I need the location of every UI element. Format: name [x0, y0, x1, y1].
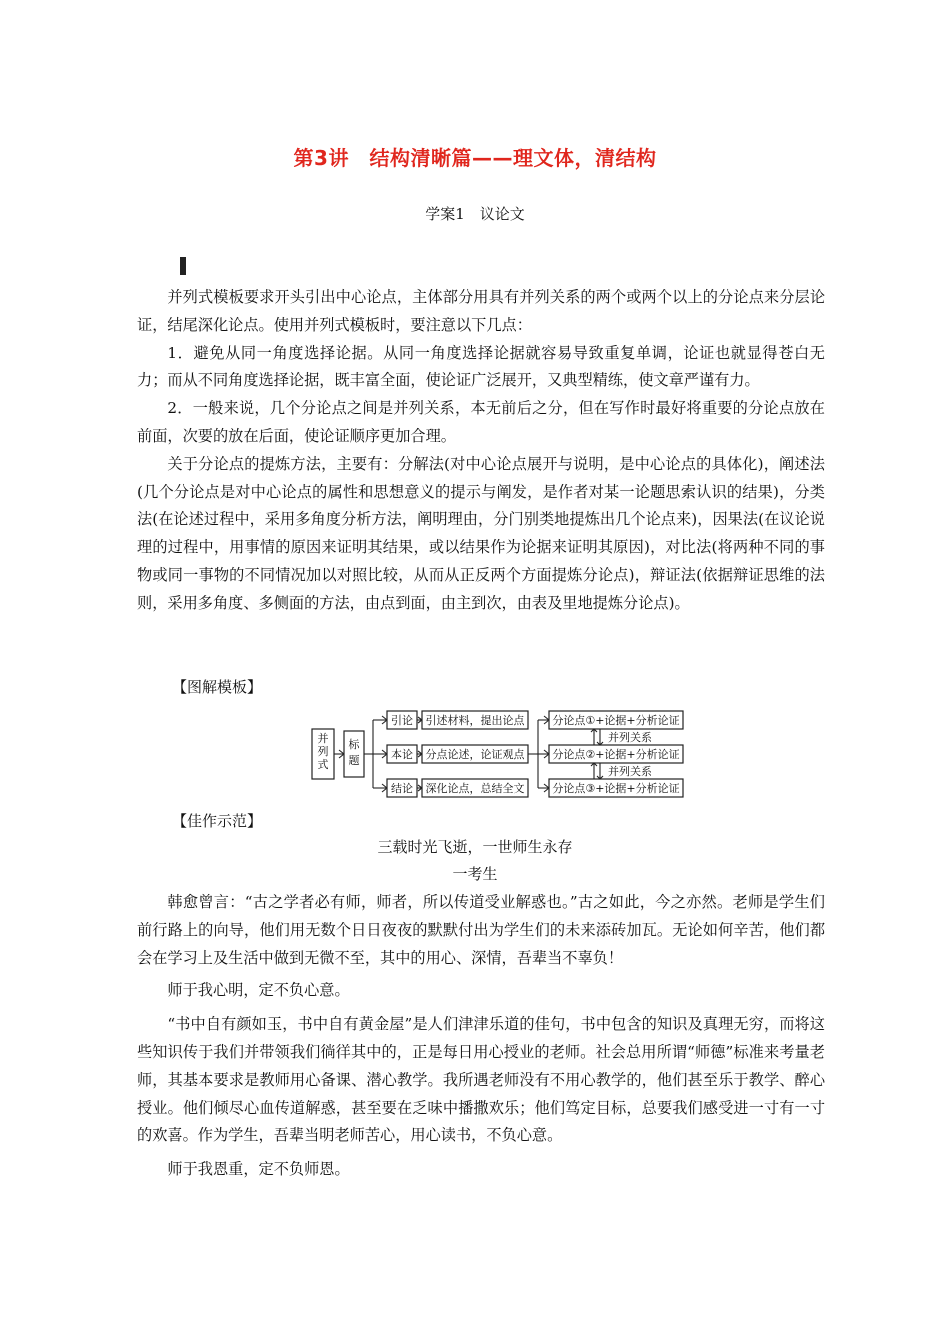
diagram-part-desc: 分点论述，论证观点	[425, 748, 525, 761]
diagram-part-name: 引论	[391, 714, 413, 727]
essay-paragraph: “书中自有颜如玉，书中自有黄金屋”是人们津津乐道的佳句，书中包含的知识及真理无穷，而将这些知识传于我们并带领我们徜徉其中的，正是每日用心授业的老师。社会总用所谓“师德”标准来考量老师，其基本要求是教师用心备课、潜心教学。我所遇老师没有不用心教学的，他们甚至乐于教学、醉心授业。他们倾尽心血传道解惑，甚至要在乏味中播撒欢乐；他们笃定目标，总要我们感受进一寸有一寸的欢喜。作为学生，吾辈当明老师苦心，用心读书，不负心意。	[137, 1015, 825, 1145]
diagram-part-desc: 深化论点，总结全文	[425, 782, 525, 795]
diagram-root-label: 并列式	[317, 732, 329, 771]
diagram-title-label: 标题	[348, 738, 360, 767]
down-arrow-icon	[597, 729, 603, 745]
structure-diagram	[310, 708, 690, 800]
diagram-part-desc: 引述材料，提出论点	[425, 714, 525, 727]
diagram-subpoint: 分论点①+论据+分析论证	[552, 714, 680, 727]
essay-paragraph: 师于我恩重，定不负师恩。	[167, 1160, 350, 1179]
essay-title: 三载时光飞逝，一世师生永存	[377, 838, 573, 856]
diagram-part-name: 本论	[391, 748, 413, 761]
intro-paragraph: 1．避免从同一角度选择论据。从同一角度选择论据就容易导致重复单调，论证也就显得苍白无力；而从不同角度选择论据，既丰富全面，使论证广泛展开，又典型精练，使文章严谨有力。	[137, 343, 825, 390]
essay-author: 一考生	[452, 865, 498, 883]
up-arrow-icon	[591, 729, 597, 745]
diagram-part-name: 结论	[391, 782, 413, 795]
intro-paragraph: 并列式模板要求开头引出中心论点，主体部分用具有并列关系的两个或两个以上的分论点来分层论证，结尾深化论点。使用并列式模板时，要注意以下几点：	[137, 288, 825, 334]
up-arrow-icon	[591, 763, 597, 779]
diagram-relation-label: 并列关系	[608, 731, 652, 744]
page-subtitle: 学案1 议论文	[425, 205, 525, 223]
essay-paragraph: 师于我心明，定不负心意。	[167, 981, 350, 1000]
diagram-subpoint: 分论点③+论据+分析论证	[552, 782, 680, 795]
diagram-relation-label: 并列关系	[608, 765, 652, 778]
example-section-label: 【佳作示范】	[172, 812, 263, 830]
diagram-section-label: 【图解模板】	[172, 678, 263, 696]
section-marker	[180, 257, 186, 275]
down-arrow-icon	[597, 763, 603, 779]
diagram-subpoint: 分论点②+论据+分析论证	[552, 748, 680, 761]
intro-paragraph: 关于分论点的提炼方法，主要有：分解法(对中心论点展开与说明，是中心论点的具体化)，阐述法(几个分论点是对中心论点的属性和思想意义的提示与阐发，是作者对某一论题思索认识的结果)，分类法(在论述过程中，采用多角度分析方法，阐明理由，分门别类地提炼出几个论点来)，因果法(在议论说理的过程中，用事情的原因来证明其结果，或以结果作为论据来证明其原因)，对比法(将两种不同的事物或同一事物的不同情况加以对照比较，从而从正反两个方面提炼分论点)，辩证法(依据辩证思维的法则，采用多角度、多侧面的方法，由点到面，由主到次，由表及里地提炼分论点)。	[137, 454, 825, 612]
page-title: 第3讲 结构清晰篇——理文体，清结构	[293, 146, 657, 170]
essay-paragraph: 韩愈曾言：“古之学者必有师，师者，所以传道受业解惑也。”古之如此，今之亦然。老师是学生们前行路上的向导，他们用无数个日日夜夜的默默付出为学生们的未来添砖加瓦。无论如何辛苦，他们都会在学习上及生活中做到无微不至，其中的用心、深情，吾辈当不辜负！	[137, 893, 825, 967]
intro-paragraph: 2．一般来说，几个分论点之间是并列关系，本无前后之分，但在写作时最好将重要的分论点放在前面，次要的放在后面，使论证顺序更加合理。	[137, 399, 825, 445]
essay-body	[137, 889, 825, 1184]
intro-section	[137, 284, 825, 618]
